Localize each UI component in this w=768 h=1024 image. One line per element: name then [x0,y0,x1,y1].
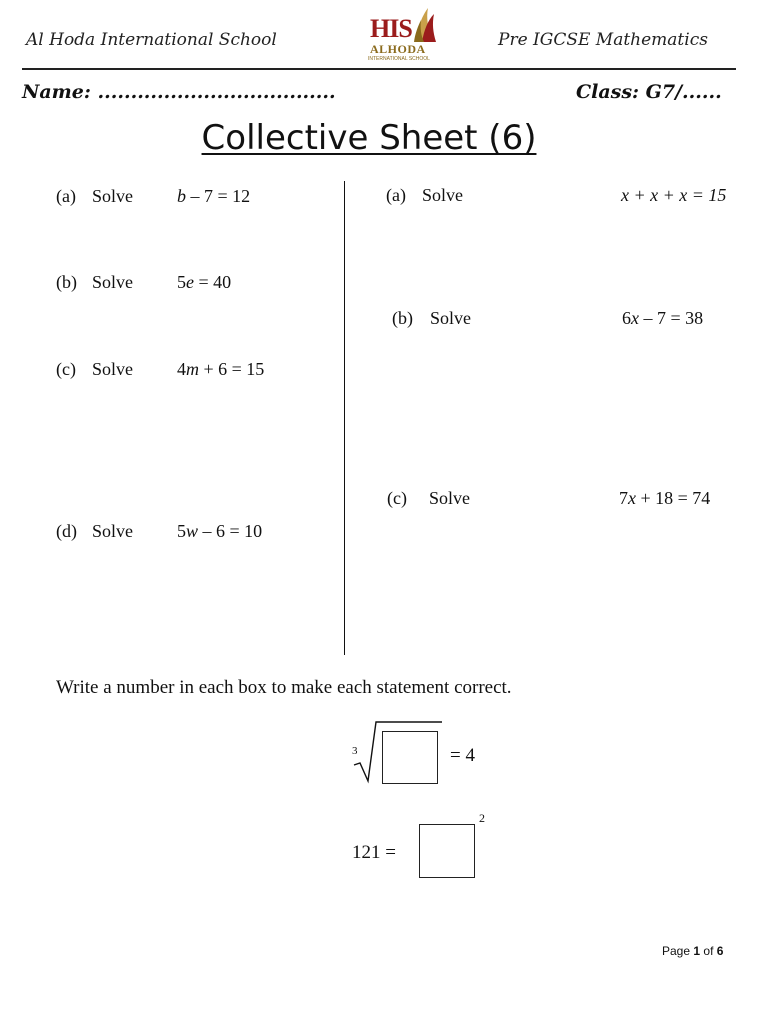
question-left-a: (a) Solve b – 7 = 12 [56,186,251,206]
column-divider [344,181,345,655]
logo-mark: HIS [370,14,412,43]
page-title: Collective Sheet (6) [201,118,537,158]
question-right-a: (a) Solve x + x + x = 15 [386,185,727,205]
square-answer-box[interactable] [419,824,475,878]
book-flame-icon [412,6,438,44]
student-name-field: Name: .................................... [22,81,336,103]
root-index: 3 [352,745,358,757]
cube-root-answer-box[interactable] [382,731,438,784]
question-left-d: (d) Solve 5w – 6 = 10 [56,521,263,541]
square-exponent: 2 [479,811,485,825]
question-left-b: (b) Solve 5e = 40 [56,272,232,292]
student-class-field: Class: G7/...... [576,81,722,103]
cube-root-result: = 4 [450,745,475,766]
school-name: Al Hoda International School [26,30,277,50]
logo-name: ALHODA [370,42,426,56]
question-right-b: (b) Solve 6x – 7 = 38 [392,308,704,328]
header-rule [22,68,736,70]
instruction-text: Write a number in each box to make each statement correct. [56,677,512,698]
school-logo [364,6,440,64]
question-left-c: (c) Solve 4m + 6 = 15 [56,359,265,379]
logo-subtitle: INTERNATIONAL SCHOOL [368,56,430,62]
page-number: Page 1 of 6 [662,944,724,958]
square-lhs: 121 = [352,842,396,863]
question-right-c: (c) Solve 7x + 18 = 74 [387,488,711,508]
course-name: Pre IGCSE Mathematics [498,30,708,50]
